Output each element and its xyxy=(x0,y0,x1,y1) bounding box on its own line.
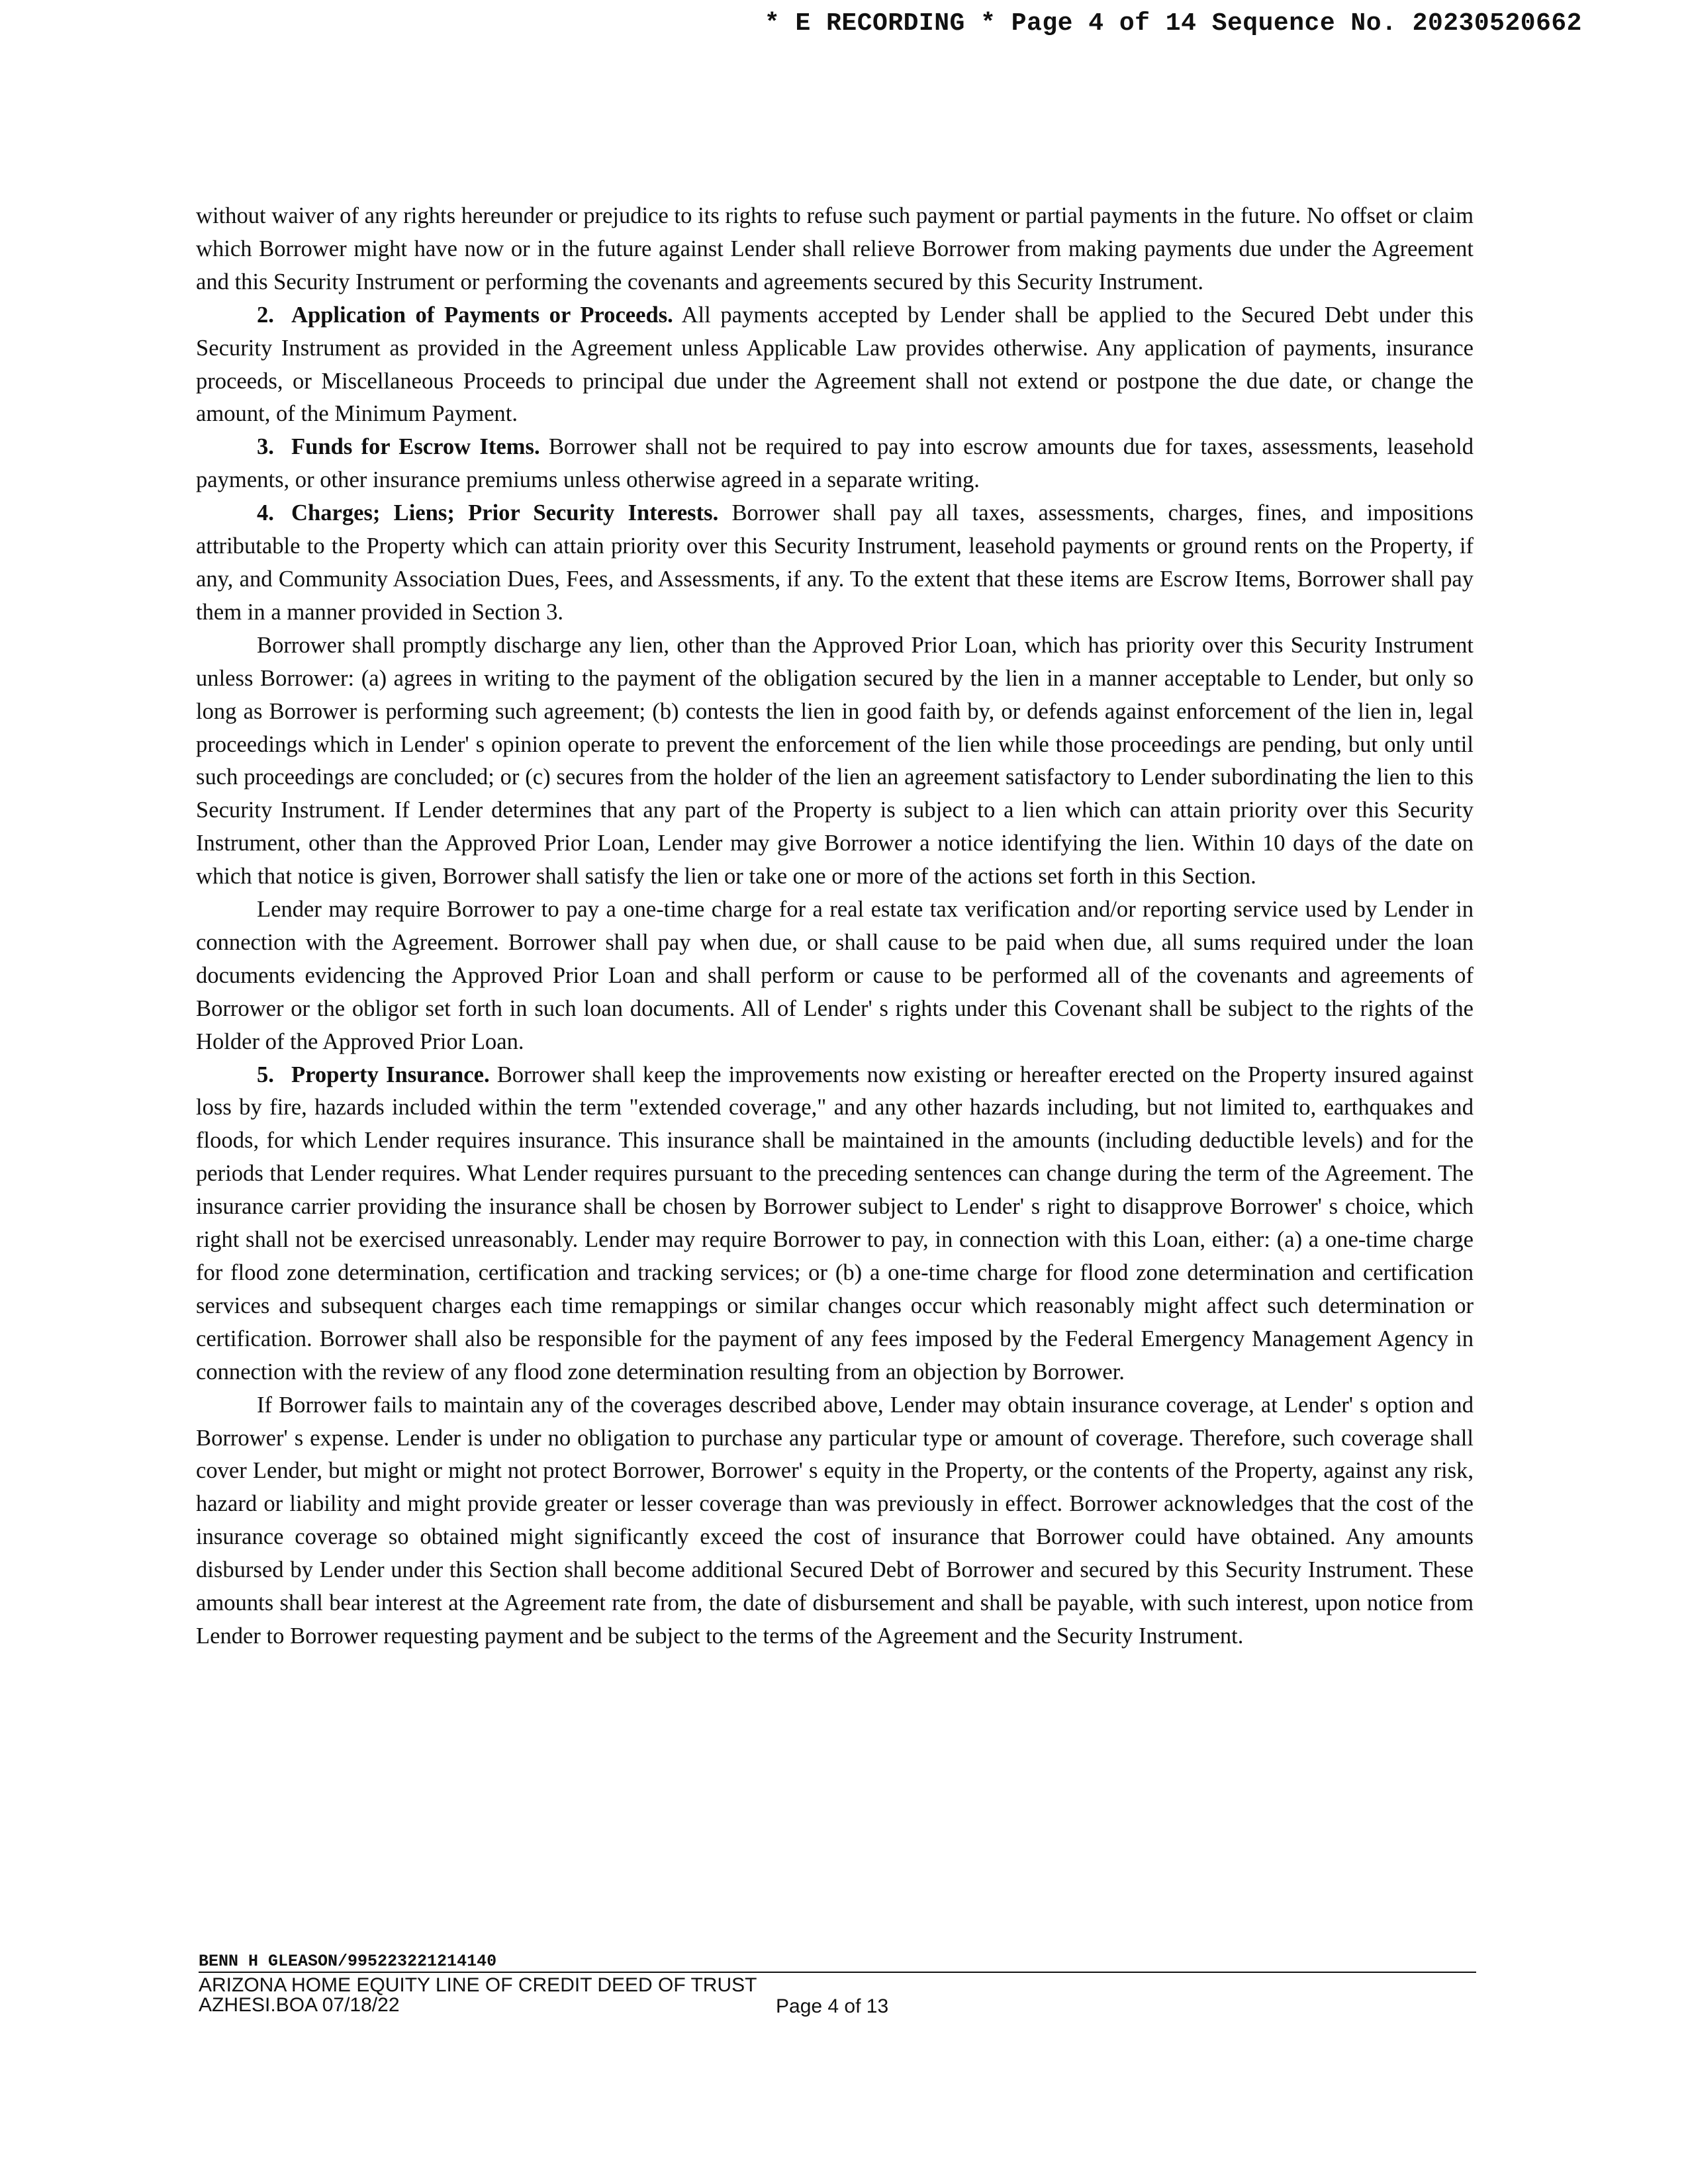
document-body xyxy=(196,200,1474,1653)
page-footer xyxy=(199,1951,1476,2017)
paragraph-tax-verification: Lender may require Borrower to pay a one-time charge for a real estate tax verification and/or reporting service used by Lender in connection with the Agreement. Borrower shall pay when due, or shall cause to be paid when due, all sums required under the loan documents evidencing the Approved Prior Loan and shall perform or cause to be performed all of the covenants and agreements of Borrower or the obligor set forth in such loan documents. All of Lender' s rights under this Covenant shall be subject to the rights of the Holder of the Approved Prior Loan. xyxy=(196,897,1474,1054)
page-number: Page 4 of 13 xyxy=(776,1995,889,2017)
section-text: Borrower shall not be required to pay into escrow amounts due for taxes, assessments, leasehold payments, or other insurance premiums unless otherwise agreed in a separate writing. xyxy=(196,434,1474,493)
recording-stamp: * E RECORDING * Page 4 of 14 Sequence No. 20230520662 xyxy=(764,9,1582,38)
form-code: AZHESI.BOA 07/18/22 xyxy=(199,1994,400,2016)
paragraph-continuation: without waiver of any rights hereunder or prejudice to its rights to refuse such payment or partial payments in the future. No offset or claim which Borrower might have now or in the future against Lender shall relieve Borrower from making payments due under the Agreement and this Security Instrument or performing the covenants and agreements secured by this Security Instrument. xyxy=(196,203,1474,295)
section-title: Application of Payments or Proceeds. xyxy=(291,302,673,328)
paragraph-discharge-lien: Borrower shall promptly discharge any lien, other than the Approved Prior Loan, which has priority over this Security Instrument unless Borrower: (a) agrees in writing to the payment of the obligation secured by the lien in a manner acceptable to Lender, but only so long as Borrower is performing such agreement; (b) contests the lien in good faith by, or defends against enforcement of the lien in, legal proceedings which in Lender' s opinion operate to prevent the enforcement of the lien while those proceedings are pending, but only until such proceedings are concluded; or (c) secures from the holder of the lien an agreement satisfactory to Lender subordinating the lien to this Security Instrument. If Lender determines that any part of the Property is subject to a lien which can attain priority over this Security Instrument, other than the Approved Prior Loan, Lender may give Borrower a notice identifying the lien. Within 10 days of the date on which that notice is given, Borrower shall satisfy the lien or take one or more of the actions set forth in this Section. xyxy=(196,632,1474,889)
section-number: 3. xyxy=(257,434,274,460)
paragraph-coverage-failure: If Borrower fails to maintain any of the coverages described above, Lender may obtain insurance coverage, at Lender' s option and Borrower' s expense. Lender is under no obligation to purchase any particular type or amount of coverage. Therefore, such coverage shall cover Lender, but might or might not protect Borrower, Borrower' s equity in the Property, or the contents of the Property, against any risk, hazard or liability and might provide greater or lesser coverage than was previously in effect. Borrower acknowledges that the cost of the insurance coverage so obtained might significantly exceed the cost of insurance that Borrower could have obtained. Any amounts disbursed by Lender under this Section shall become additional Secured Debt of Borrower and secured by this Security Instrument. These amounts shall bear interest at the Agreement rate from, the date of disbursement and shall be payable, with such interest, upon notice from Lender to Borrower requesting payment and be subject to the terms of the Agreement and the Security Instrument. xyxy=(196,1392,1474,1649)
section-3-funds-for-escrow xyxy=(196,431,1474,497)
section-title: Charges; Liens; Prior Security Interests. xyxy=(291,500,719,526)
section-4-charges-liens xyxy=(196,497,1474,629)
section-title: Funds for Escrow Items. xyxy=(291,434,540,460)
section-title: Property Insurance. xyxy=(291,1062,490,1087)
section-text: All payments accepted by Lender shall be applied to the Secured Debt under this Security Instrument as provided in the Agreement unless Applicable Law provides otherwise. Any application of payments, insurance proceeds, or Miscellaneous Proceeds to principal due under the Agreement shall not extend or postpone the due date, or change the amount, of the Minimum Payment. xyxy=(196,302,1474,427)
section-text: Borrower shall keep the improvements now existing or hereafter erected on the Property insured against loss by fire, hazards included within the term "extended coverage," and any other hazards including, but not limited to, earthquakes and floods, for which Lender requires insurance. This insurance shall be maintained in the amounts (including deductible levels) and for the periods that Lender requires. What Lender requires pursuant to the preceding sentences can change during the term of the Agreement. The insurance carrier providing the insurance shall be chosen by Borrower subject to Lender' s right to disapprove Borrower' s choice, which right shall not be exercised unreasonably. Lender may require Borrower to pay, in connection with this Loan, either: (a) a one-time charge for flood zone determination, certification and tracking services; or (b) a one-time charge for flood zone determination and certification services and subsequent charges each time remappings or similar changes occur which reasonably might affect such determination or certification. Borrower shall also be responsible for the payment of any fees imposed by the Federal Emergency Management Agency in connection with the review of any flood zone determination resulting from an objection by Borrower. xyxy=(196,1062,1474,1385)
section-5-property-insurance xyxy=(196,1059,1474,1389)
section-number: 5. xyxy=(257,1062,274,1087)
borrower-id: BENN H GLEASON/995223221214140 xyxy=(199,1952,497,1971)
form-title: ARIZONA HOME EQUITY LINE OF CREDIT DEED OF TRUST xyxy=(199,1974,757,1996)
section-2-application-of-payments xyxy=(196,299,1474,432)
section-number: 4. xyxy=(257,500,274,526)
footer-divider xyxy=(199,1972,1476,1973)
section-number: 2. xyxy=(257,302,274,328)
section-text: Borrower shall pay all taxes, assessments, charges, fines, and impositions attributable to the Property which can attain priority over this Security Instrument, leasehold payments or ground rents on the Property, if any, and Community Association Dues, Fees, and Assessments, if any. To the extent that these items are Escrow Items, Borrower shall pay them in a manner provided in Section 3. xyxy=(196,500,1474,625)
